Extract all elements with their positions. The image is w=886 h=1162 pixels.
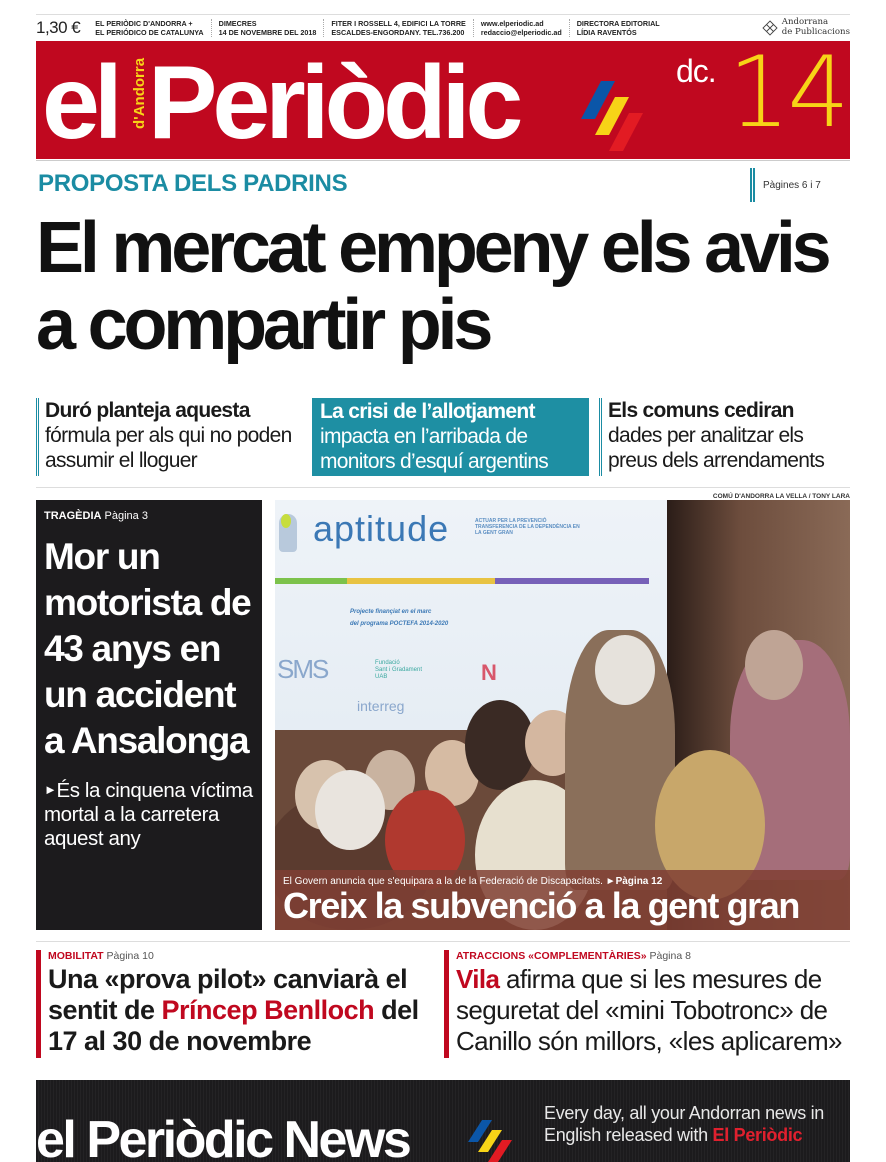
double-bar-icon [750,168,755,202]
cover-price: 1,30 € [36,17,81,37]
sub-story[interactable]: Duró planteja aquesta fórmula per als qui no poden assumir el lloguer [36,398,308,476]
screen-color-bar [275,578,649,584]
mobility-headline: Una «prova pilot» canviarà el sentit de Príncep Benlloch del 17 al 30 de novembre [48,964,419,1056]
banner-title: el Periòdic News [36,1111,410,1162]
diamond-knot-icon [762,20,778,36]
projection-screen: aptitude ACTUAR PER LA PREVENCIÓ TRANSFERENCIA DE LA DEPENDÈNCIA EN LA GENT GRAN Projecte finançiat en el marc del programa POCTEFA 2014-2020 SMS Fundació Sant i Gradament UAB N interreg [275,500,667,730]
tragedy-headline: Mor un motorista de 43 anys en un accident a Ansalonga [44,536,251,761]
masthead [36,41,850,159]
photo-caption: El Govern anuncia que s'equipara a la de la Federació de Discapacitats. ►Pàgina 12 Creix la subvenció a la gent gran [275,870,850,930]
publisher-logo: Andorrana de Publicacions [762,18,850,37]
top-info-strip [36,14,850,40]
tragedy-lead: ►És la cinquena víctima mortal a la carretera aquest any [44,779,253,850]
masthead-day: 14 [728,41,847,150]
tragedy-kicker: TRAGÈDIA Pàgina 3 [44,510,148,522]
sub-stories [36,398,850,476]
attractions-story[interactable]: ATRACCIONS «COMPLEMENTÀRIES» Pàgina 8 Vila afirma que si les mesures de seguretat del «mini Tobotronc» de Canillo són millors, «les aplicarem» [444,950,850,1058]
website-link[interactable]: www.elperiodic.ad [480,18,544,28]
main-photo[interactable] [275,500,850,930]
email-link[interactable]: redaccio@elperiodic.ad [480,27,562,37]
strip-contact [473,19,569,37]
aptitude-logo-icon [279,514,297,552]
andorra-flag-stripes-icon [581,81,651,153]
mobility-story[interactable]: MOBILITAT Pàgina 10 Una «prova pilot» canviarà el sentit de Príncep Benlloch del 17 al 30 de novembre [36,950,436,1058]
strip-editions: EL PERIÒDIC D'ANDORRA + EL PERIÓDICO DE CATALUNYA [95,18,204,37]
triangle-right-icon: ► [44,782,57,797]
photo-credit: COMÚ D'ANDORRA LA VELLA / TONY LARA [712,493,850,500]
masthead-title: Periòdic [148,45,519,159]
lead-kicker: PROPOSTA DELS PADRINS [38,170,348,197]
lead-pages-ref: Pàgines 6 i 7 [750,168,821,202]
masthead-day-of-week: dc. [676,53,716,89]
masthead-andorra: d'Andorra [131,57,148,129]
lead-headline[interactable]: El mercat empeny els avis a compartir pis [36,208,828,365]
strip-director: DIRECTORA EDITORIAL LÍDIA RAVENTÓS [569,19,667,37]
strip-address: FITER I ROSSELL 4, EDIFICI LA TORRE ESCALDES-ENGORDANY. TEL.736.200 [323,19,472,37]
sub-story[interactable]: Els comuns cediran dades per analitzar els preus dels arrendaments [599,398,850,476]
news-banner[interactable] [36,1080,850,1162]
strip-date: DIMECRES 14 DE NOVEMBRE DEL 2018 [211,19,324,37]
banner-tagline: Every day, all your Andorran news in English released with El Periòdic [544,1103,825,1145]
andorra-flag-stripes-icon [468,1120,518,1162]
triangle-right-icon: ► [605,876,616,887]
masthead-el: el [42,45,117,159]
photo-headline[interactable]: Creix la subvenció a la gent gran [283,885,799,926]
screen-logo-text: aptitude [313,508,450,549]
tragedy-story[interactable] [36,500,262,930]
attractions-headline: Vila afirma que si les mesures de seguretat del «mini Tobotronc» de Canillo són millors, «les aplicarem» [456,964,842,1056]
sub-story-highlight[interactable]: La crisi de l’allotjament impacta en l’arribada de monitors d’esquí argentins [312,398,589,476]
